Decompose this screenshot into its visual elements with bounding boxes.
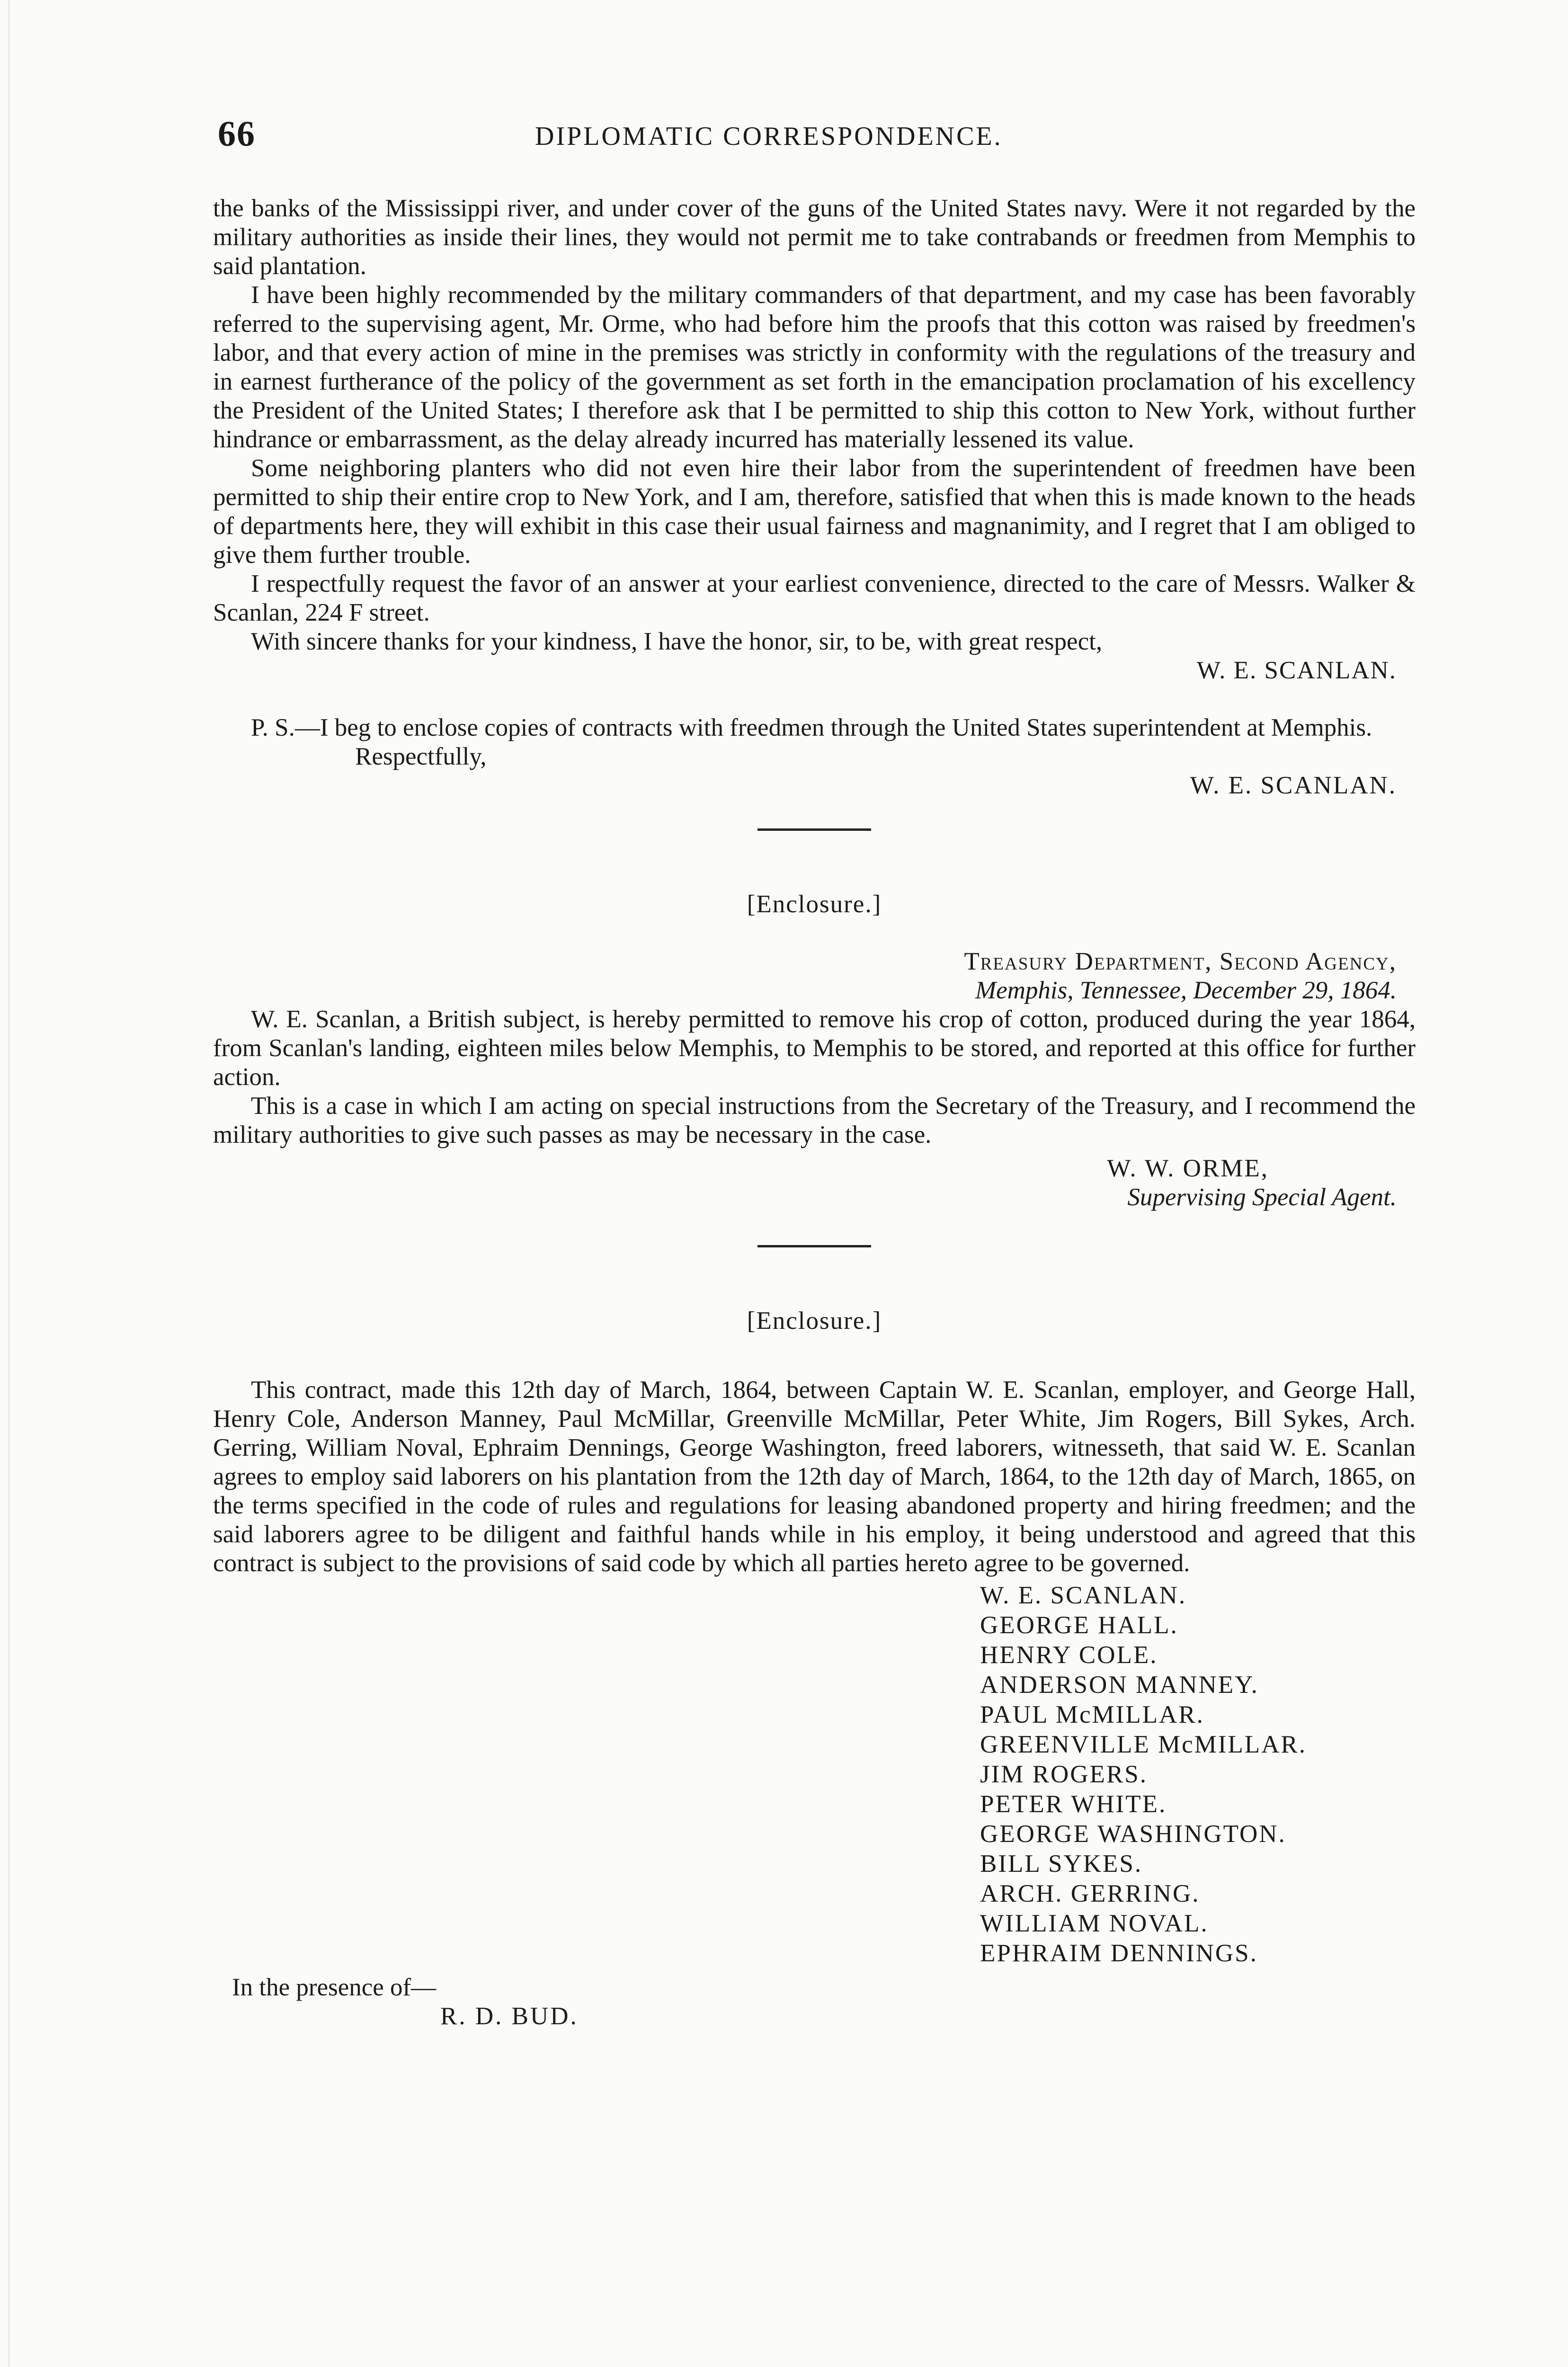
signatory-list [980,1581,1416,1968]
letter-paragraph: I have been highly recommended by the military commanders of that department, and my case has been favorably referred to the supervising agent, Mr. Orme, who had before him the proofs that this cotton was raised by freedmen's labor, and that every action of mine in the premises was strictly in conformity with the regulations of the treasury and in earnest furtherance of the policy of the government as set forth in the emancipation proclamation of his excellency the President of the United States; I therefore ask that I be permitted to ship this cotton to New York, without further hindrance or embarrassment, as the delay already incurred has materially lessened its value. [213,281,1416,453]
postscript: P. S.—I beg to enclose copies of contracts with freedmen through the United States superintendent at Memphis. [251,714,1372,741]
place-date: Memphis, Tennessee, December 29, 1864. [975,977,1397,1004]
department-heading: Treasury Department, Second Agency, [964,948,1397,975]
signatory-name: WILLIAM NOVAL. [980,1910,1209,1937]
signatory-name: W. E. SCANLAN. [980,1582,1187,1609]
signatory-name: GEORGE WASHINGTON. [980,1820,1286,1848]
section-divider [757,1245,871,1247]
document-body [213,194,1416,2031]
closing: Respectfully, [355,743,487,770]
signatory-name: GEORGE HALL. [980,1611,1178,1639]
signatory-name: BILL SYKES. [980,1850,1143,1878]
letter-signature: W. E. SCANLAN. [1196,657,1397,684]
page-header [213,114,1482,170]
permit-paragraph: This is a case in which I am acting on special instructions from the Secretary of the Treasury, and I recommend the military authorities to give such passes as may be necessary in the case. [213,1092,1416,1148]
presence-label: In the presence of— [232,1974,437,2001]
signatory-name: ANDERSON MANNEY. [980,1671,1259,1699]
signatory-name: PETER WHITE. [980,1790,1167,1818]
section-divider [757,828,871,831]
enclosure-2 [213,1307,1416,2031]
contract-paragraph: This contract, made this 12th day of March, 1864, between Captain W. E. Scanlan, employer, and George Hall, Henry Cole, Anderson Manney, Paul McMillar, Greenville McMillar, Peter White, Jim Rogers, Bill Sykes, Arch. Gerring, William Noval, Ephraim Dennings, George Washington, freed laborers, witnesseth, that said W. E. Scanlan agrees to employ said laborers on his plantation from the 12th day of March, 1864, to the 12th day of March, 1865, on the terms specified in the code of rules and regulations for leasing abandoned property and hiring freedmen; and the said laborers agree to be diligent and faithful hands while in his employ, it being understood and agreed that this contract is subject to the provisions of said code by which all parties hereto agree to be governed. [213,1376,1416,1577]
signatory-name: ARCH. GERRING. [980,1880,1200,1907]
postscript-signature: W. E. SCANLAN. [1190,772,1397,799]
running-title: DIPLOMATIC CORRESPONDENCE. [535,122,1003,151]
signatory-name: HENRY COLE. [980,1641,1158,1669]
signer-title: Supervising Special Agent. [1127,1184,1397,1211]
signatory-name: GREENVILLE McMILLAR. [980,1731,1307,1758]
signer-name: W. W. ORME, [1107,1155,1269,1182]
signatory-name: JIM ROGERS. [980,1761,1148,1788]
signatory-name: PAUL McMILLAR. [980,1701,1204,1728]
enclosure-1 [213,890,1416,1212]
letter-paragraph: the banks of the Mississippi river, and under cover of the guns of the United States navy. Were it not regarded by the military authorities as inside their lines, they would not permit me to take contrabands or freedmen from Memphis to said plantation. [213,195,1416,280]
letter-paragraph: With sincere thanks for your kindness, I have the honor, sir, to be, with great respect, [251,628,1103,655]
letter-paragraph: Some neighboring planters who did not even hire their labor from the superintendent of freedmen have been permitted to ship their entire crop to New York, and I am, therefore, satisfied that when this is made known to the heads of departments here, they will exhibit in this case their usual fairness and magnanimity, and I regret that I am obliged to give them further trouble. [213,454,1416,569]
enclosure-label: [Enclosure.] [747,890,882,918]
letter-section [213,194,1416,800]
permit-paragraph: W. E. Scanlan, a British subject, is hereby permitted to remove his crop of cotton, produced during the year 1864, from Scanlan's landing, eighteen miles below Memphis, to Memphis to be stored, and reported at this office for further action. [213,1006,1416,1091]
enclosure-label: [Enclosure.] [747,1307,882,1335]
signatory-name: EPHRAIM DENNINGS. [980,1940,1258,1967]
witness-name: R. D. BUD. [440,2002,579,2030]
page-number: 66 [218,114,256,154]
letter-paragraph: I respectfully request the favor of an answer at your earliest convenience, directed to the care of Messrs. Walker & Scanlan, 224 F street. [213,570,1416,626]
